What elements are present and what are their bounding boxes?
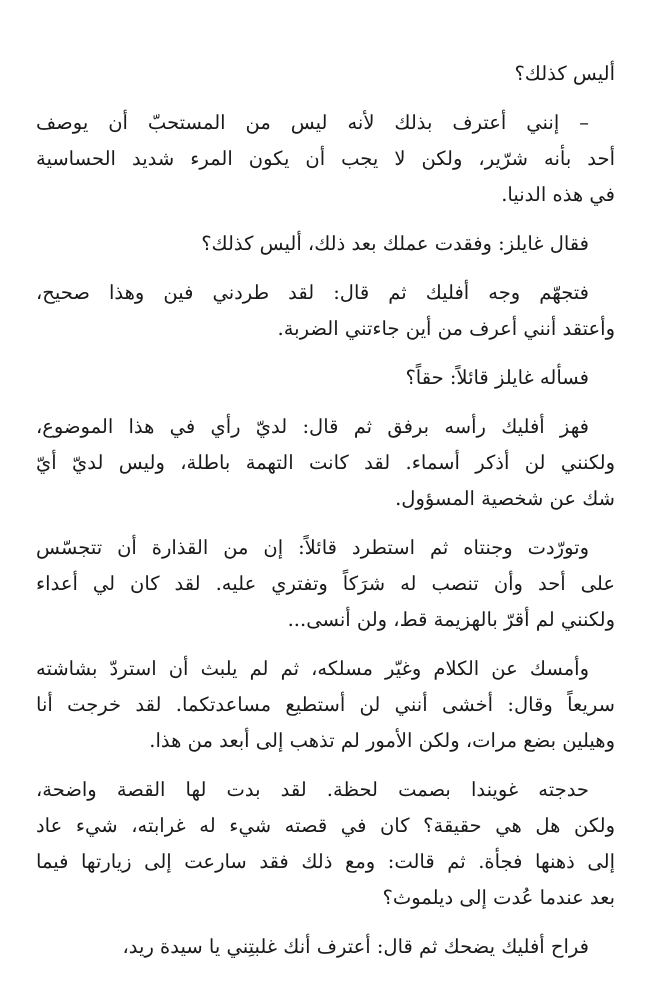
text-line: وتورّدت وجنتاه ثم استطرد قائلاً: إن من القذارة أن تتجسّس bbox=[36, 536, 589, 559]
text-line: ولكنني لم أقرّ بالهزيمة قط، ولن أنسى... bbox=[287, 608, 615, 631]
text-line: أليس كذلك؟ bbox=[514, 62, 615, 85]
text-line: وأعتقد أنني أعرف من أين جاءتني الضربة. bbox=[277, 317, 615, 340]
text-line: فراح أفليك يضحك ثم قال: أعترف أنك غلبتِني يا سيدة ريد، bbox=[122, 935, 589, 958]
text-line: فقال غايلز: وفقدت عملك بعد ذلك، أليس كذلك؟ bbox=[201, 232, 589, 255]
text-line: – إنني أعترف بذلك لأنه ليس من المستحبّ أن يوصف bbox=[36, 111, 589, 134]
paragraph bbox=[36, 651, 615, 759]
text-line: وأمسك عن الكلام وغيّر مسلكه، ثم لم يلبث أن استردّ بشاشته bbox=[36, 657, 589, 680]
paragraph bbox=[36, 409, 615, 517]
text-line: فهز أفليك رأسه برفق ثم قال: لديّ رأي في هذا الموضوع، bbox=[36, 415, 589, 438]
paragraph bbox=[36, 772, 615, 916]
text-line: شك عن شخصية المسؤول. bbox=[395, 487, 615, 510]
paragraph bbox=[36, 226, 615, 262]
text-line: إلى ذهنها فجأة. ثم قالت: ومع ذلك فقد سارعت إلى زيارتها فيما bbox=[36, 850, 615, 873]
paragraph bbox=[36, 105, 615, 213]
paragraph bbox=[36, 929, 615, 965]
paragraph bbox=[36, 56, 615, 92]
paragraph bbox=[36, 360, 615, 396]
text-line: بعد عندما عُدت إلى ديلموث؟ bbox=[382, 886, 615, 909]
text-line: أحد بأنه شرّير، ولكن لا يجب أن يكون المرء شديد الحساسية bbox=[36, 147, 615, 170]
text-line: ولكنني لن أذكر أسماء. لقد كانت التهمة باطلة، وليس لديّ أيّ bbox=[36, 451, 615, 474]
book-page bbox=[36, 56, 615, 1000]
text-line: حدجته غويندا بصمت لحظة. لقد بدت لها القصة واضحة، bbox=[36, 778, 589, 801]
text-line: على أحد وأن تنصب له شرَكاً وتفتري عليه. لقد كان لي أعداء bbox=[36, 572, 615, 595]
text-line: فتجهّم وجه أفليك ثم قال: لقد طردني فين وهذا صحيح، bbox=[36, 281, 589, 304]
text-line: ولكن هل هي حقيقة؟ كان في قصته شيء له غرابته، شيء عاد bbox=[36, 814, 615, 837]
paragraph bbox=[36, 530, 615, 638]
text-line: سريعاً وقال: أخشى أنني لن أستطيع مساعدتكما. لقد خرجت أنا bbox=[36, 693, 615, 716]
text-line: في هذه الدنيا. bbox=[501, 183, 615, 206]
text-line: وهيلين بضع مرات، ولكن الأمور لم تذهب إلى أبعد من هذا. bbox=[149, 729, 615, 752]
paragraph bbox=[36, 275, 615, 347]
text-line: فسأله غايلز قائلاً: حقاً؟ bbox=[405, 366, 589, 389]
